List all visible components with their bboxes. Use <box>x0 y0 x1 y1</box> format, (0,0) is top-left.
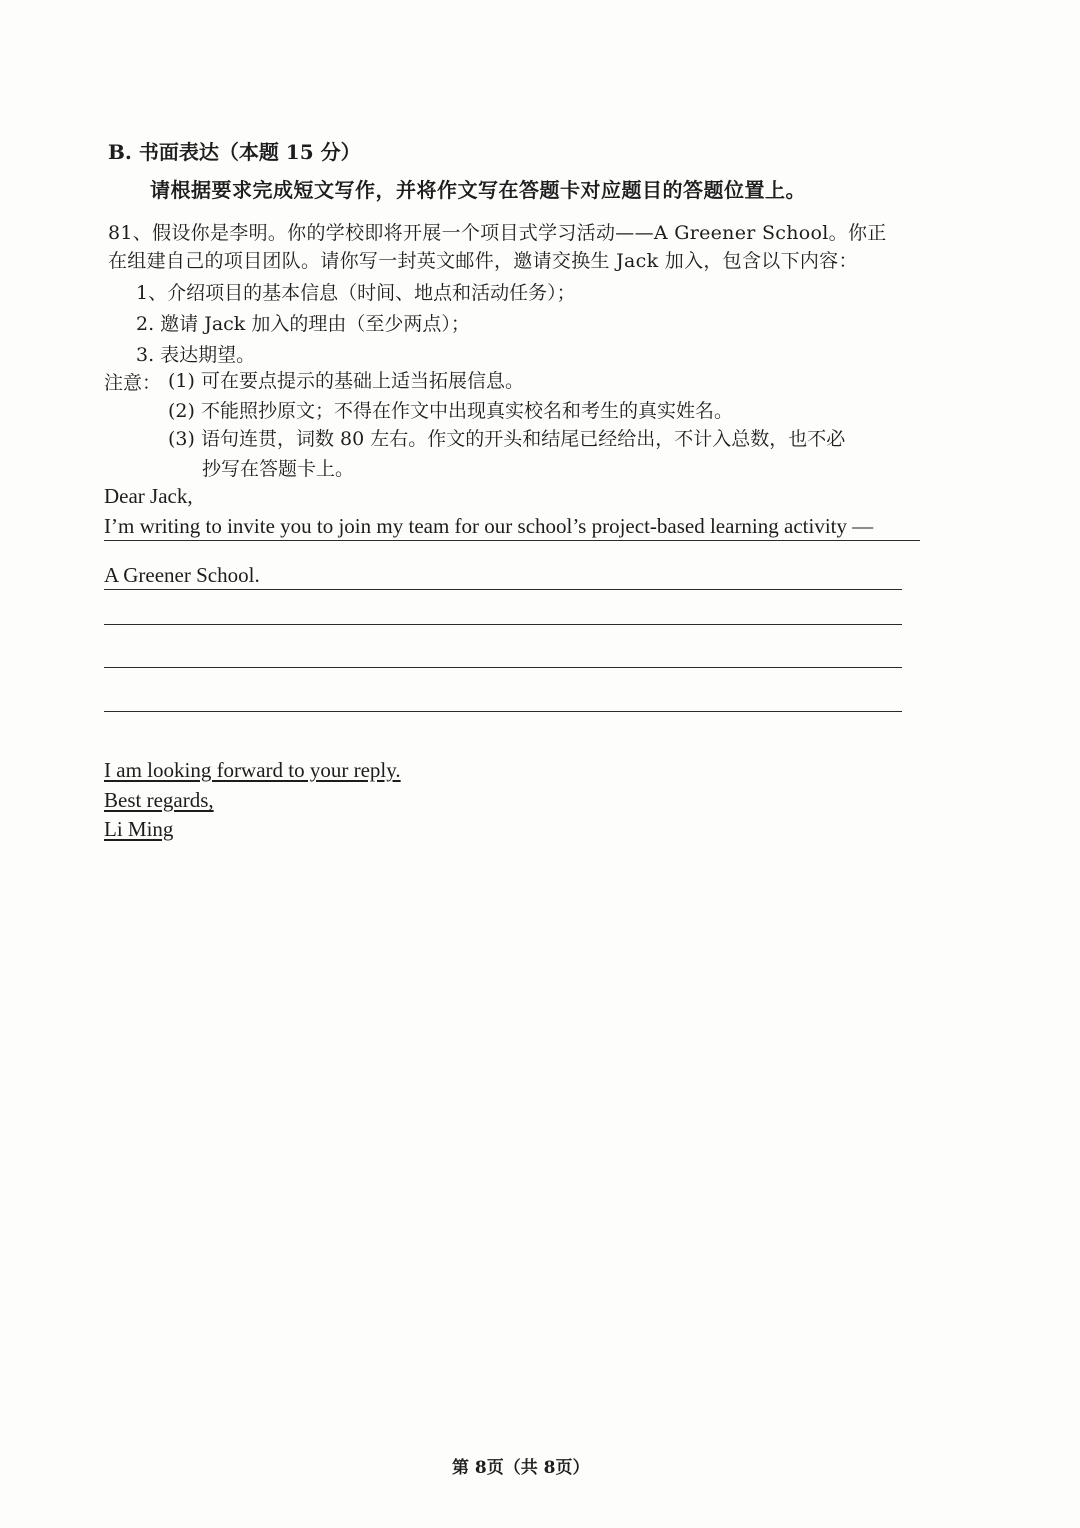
note-item-1: (1) 可在要点提示的基础上适当拓展信息。 <box>168 370 524 392</box>
answer-blank-line <box>104 624 902 625</box>
question-prompt-line-2: 在组建自己的项目团队。请你写一封英文邮件，邀请交换生 Jack 加入，包含以下内容： <box>108 250 858 272</box>
letter-opening-line-1: I’m writing to invite you to join my team for our school’s project-based learning activity — <box>104 514 920 541</box>
letter-closing-line: I am looking forward to your reply. <box>104 758 401 782</box>
section-instruction: 请根据要求完成短文写作，并将作文写在答题卡对应题目的答题位置上。 <box>150 178 806 202</box>
answer-blank-line <box>104 711 902 712</box>
requirement-item-2: 2. 邀请 Jack 加入的理由（至少两点）； <box>136 313 470 335</box>
answer-blank-line <box>104 667 902 668</box>
note-item-3: (3) 语句连贯，词数 80 左右。作文的开头和结尾已经给出，不计入总数，也不必 <box>168 428 846 450</box>
letter-signature: Li Ming <box>104 817 174 841</box>
note-item-3-continued: 抄写在答题卡上。 <box>202 458 355 480</box>
section-title: B. 书面表达（本题 15 分） <box>108 140 361 164</box>
letter-sign-off: Best regards, <box>104 788 214 812</box>
page-number: 第 8页（共 8页） <box>452 1458 590 1478</box>
notes-label: 注意： <box>104 372 162 394</box>
note-item-2: (2) 不能照抄原文；不得在作文中出现真实校名和考生的真实姓名。 <box>168 400 733 422</box>
letter-salutation: Dear Jack, <box>104 484 193 508</box>
letter-opening-line-2: A Greener School. <box>104 563 902 590</box>
question-prompt-line-1: 81、假设你是李明。你的学校即将开展一个项目式学习活动——A Greener School。你正 <box>108 222 887 244</box>
requirement-item-1: 1、介绍项目的基本信息（时间、地点和活动任务）； <box>136 282 576 304</box>
requirement-item-3: 3. 表达期望。 <box>136 344 256 366</box>
